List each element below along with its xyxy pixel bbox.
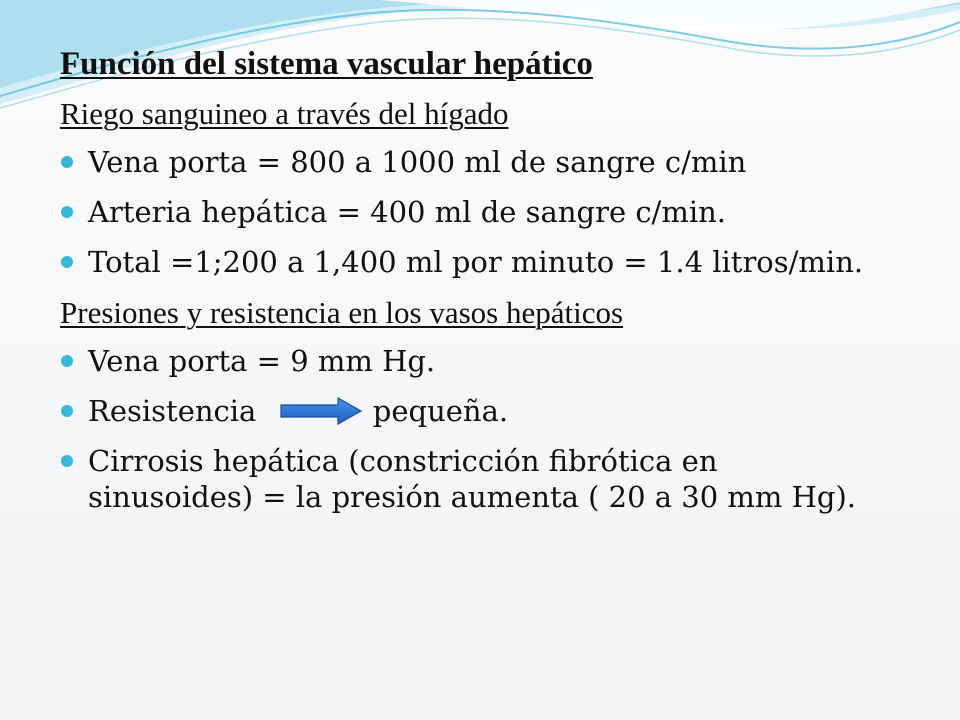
bullet-cirrhosis xyxy=(60,443,868,515)
section-heading-blood-flow: Riego sanguineo a través del hígado xyxy=(60,96,509,131)
bullet-dot-icon xyxy=(61,206,73,218)
section-heading-pressures: Presiones y resistencia en los vasos hepáticos xyxy=(60,295,624,330)
bullet-text: Vena porta = 800 a 1000 ml de sangre c/min xyxy=(88,145,747,179)
bullet-dot-icon xyxy=(61,355,73,367)
bullet-text: Cirrosis hepática (constricción fibrótica en sinusoides) = la presión aumenta ( 20 a 30 mm Hg). xyxy=(88,444,857,514)
bullet-hepatic-artery-flow xyxy=(60,194,940,231)
slide-content xyxy=(60,46,940,528)
bullet-resistance xyxy=(60,393,940,430)
bullet-dot-icon xyxy=(61,156,73,168)
bullet-portal-vein-flow xyxy=(60,144,940,181)
bullet-text: Arteria hepática = 400 ml de sangre c/min. xyxy=(88,195,726,229)
bullet-portal-pressure xyxy=(60,343,940,380)
bullet-dot-icon xyxy=(61,405,73,417)
resistance-label: Resistencia xyxy=(88,394,257,428)
resistance-value: pequeña. xyxy=(372,394,509,428)
right-arrow-icon xyxy=(280,397,362,425)
bullet-text: Total =1;200 a 1,400 ml por minuto = 1.4 litros/min. xyxy=(88,245,864,279)
bullet-total-flow xyxy=(60,244,940,281)
bullet-dot-icon xyxy=(61,256,73,268)
bullet-dot-icon xyxy=(61,455,73,467)
slide-title: Función del sistema vascular hepático xyxy=(60,46,593,82)
bullet-text: Vena porta = 9 mm Hg. xyxy=(88,344,436,378)
